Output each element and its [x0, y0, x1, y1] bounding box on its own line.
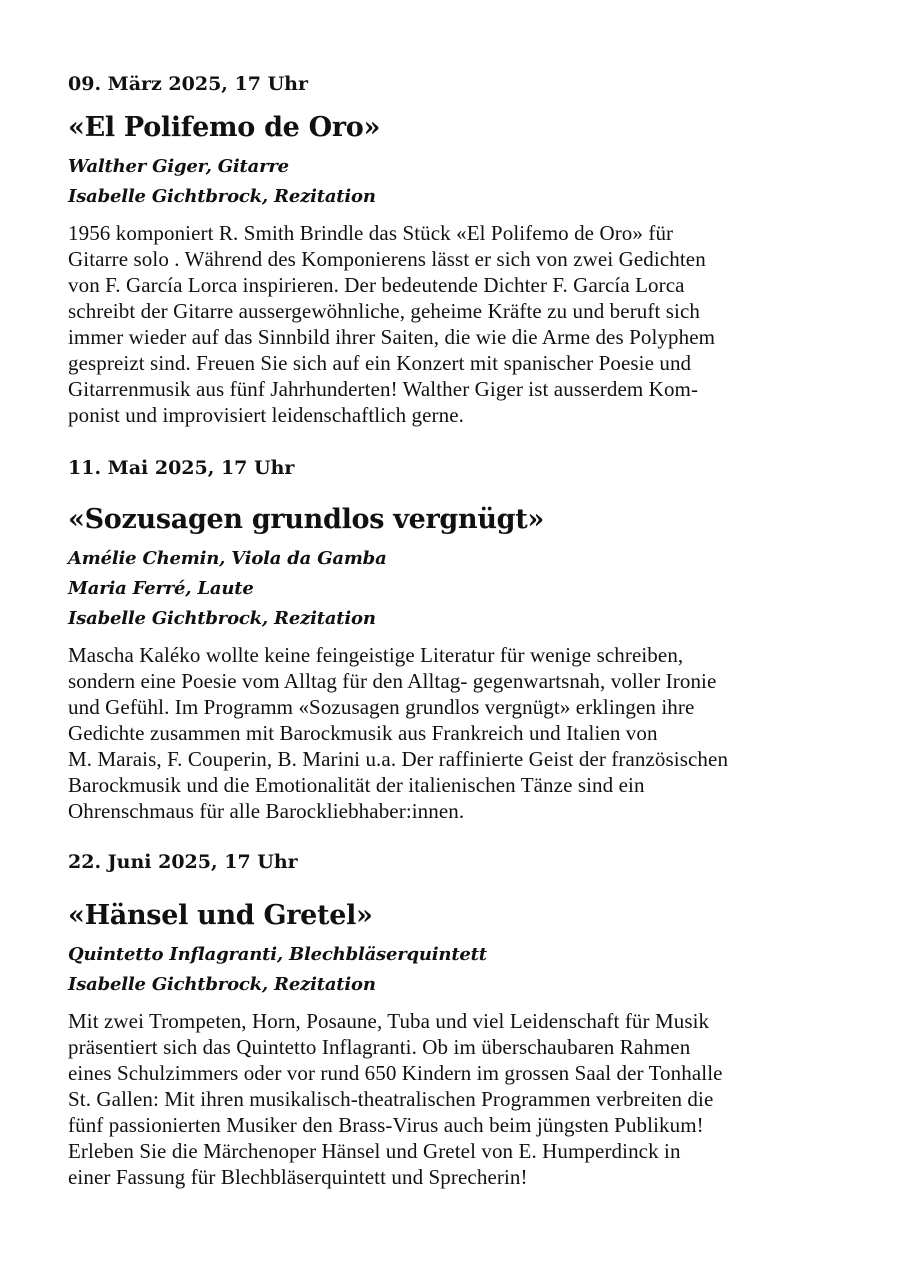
description-line: präsentiert sich das Quintetto Inflagranti. Ob im überschaubaren Rahmen: [68, 1035, 691, 1059]
description-line: von F. García Lorca inspirieren. Der bedeutende Dichter F. García Lorca: [68, 273, 685, 297]
event-date: 22. Juni 2025, 17 Uhr: [68, 851, 298, 873]
performer-list: [68, 940, 858, 1000]
description-line: 1956 komponiert R. Smith Brindle das Stück «El Polifemo de Oro» für: [68, 221, 674, 245]
description-line: Gitarrenmusik aus fünf Jahrhunderten! Walther Giger ist ausserdem Kom-: [68, 377, 699, 401]
description-line: St. Gallen: Mit ihren musikalisch-theatralischen Programmen verbreiten die: [68, 1087, 714, 1111]
description-line: Gedichte zusammen mit Barockmusik aus Frankreich und Italien von: [68, 721, 658, 745]
description-line: eines Schulzimmers oder vor rund 650 Kindern im grossen Saal der Tonhalle: [68, 1061, 723, 1085]
description-line: einer Fassung für Blechbläserquintett und Sprecherin!: [68, 1165, 528, 1189]
performer: Amélie Chemin, Viola da Gamba: [68, 548, 387, 569]
description-line: immer wieder auf das Sinnbild ihrer Saiten, die wie die Arme des Polyphem: [68, 325, 716, 349]
description-line: Mit zwei Trompeten, Horn, Posaune, Tuba und viel Leidenschaft für Musik: [68, 1009, 710, 1033]
description-line: M. Marais, F. Couperin, B. Marini u.a. Der raffinierte Geist der französischen: [68, 747, 729, 771]
event-title: «Hänsel und Gretel»: [68, 900, 373, 931]
performer-list: [68, 544, 858, 634]
performer: Isabelle Gichtbrock, Rezitation: [68, 974, 376, 995]
performer-list: [68, 152, 858, 212]
description-line: und Gefühl. Im Programm «Sozusagen grundlos vergnügt» erklingen ihre: [68, 695, 695, 719]
description-line: gespreizt sind. Freuen Sie sich auf ein Konzert mit spanischer Poesie und: [68, 351, 692, 375]
description-line: Gitarre solo . Während des Komponierens lässt er sich von zwei Gedichten: [68, 247, 706, 271]
event-description: [68, 642, 858, 824]
performer: Maria Ferré, Laute: [68, 578, 254, 599]
event-date: 09. März 2025, 17 Uhr: [68, 73, 308, 95]
description-line: Barockmusik und die Emotionalität der italienischen Tänze sind ein: [68, 773, 645, 797]
description-line: Mascha Kaléko wollte keine feingeistige Literatur für wenige schreiben,: [68, 643, 684, 667]
event-date: 11. Mai 2025, 17 Uhr: [68, 457, 295, 479]
event-haensel-und-gretel: [68, 850, 858, 1190]
description-line: Ohrenschmaus für alle Barockliebhaber:innen.: [68, 799, 465, 823]
performer: Walther Giger, Gitarre: [68, 156, 289, 177]
performer: Quintetto Inflagranti, Blechbläserquintett: [68, 944, 487, 965]
description-line: Erleben Sie die Märchenoper Hänsel und Gretel von E. Humperdinck in: [68, 1139, 681, 1163]
event-el-polifemo-de-oro: [68, 72, 858, 428]
description-line: sondern eine Poesie vom Alltag für den Alltag- gegenwartsnah, voller Ironie: [68, 669, 717, 693]
description-line: ponist und improvisiert leidenschaftlich gerne.: [68, 403, 465, 427]
event-sozusagen-grundlos-vergnuegt: [68, 456, 858, 824]
performer: Isabelle Gichtbrock, Rezitation: [68, 608, 376, 629]
performer: Isabelle Gichtbrock, Rezitation: [68, 186, 376, 207]
event-title: «El Polifemo de Oro»: [68, 112, 381, 143]
event-description: [68, 1008, 858, 1190]
description-line: schreibt der Gitarre aussergewöhnliche, geheime Kräfte zu und beruft sich: [68, 299, 700, 323]
event-description: [68, 220, 858, 428]
description-line: fünf passionierten Musiker den Brass-Virus auch beim jüngsten Publikum!: [68, 1113, 704, 1137]
event-title: «Sozusagen grundlos vergnügt»: [68, 504, 544, 535]
